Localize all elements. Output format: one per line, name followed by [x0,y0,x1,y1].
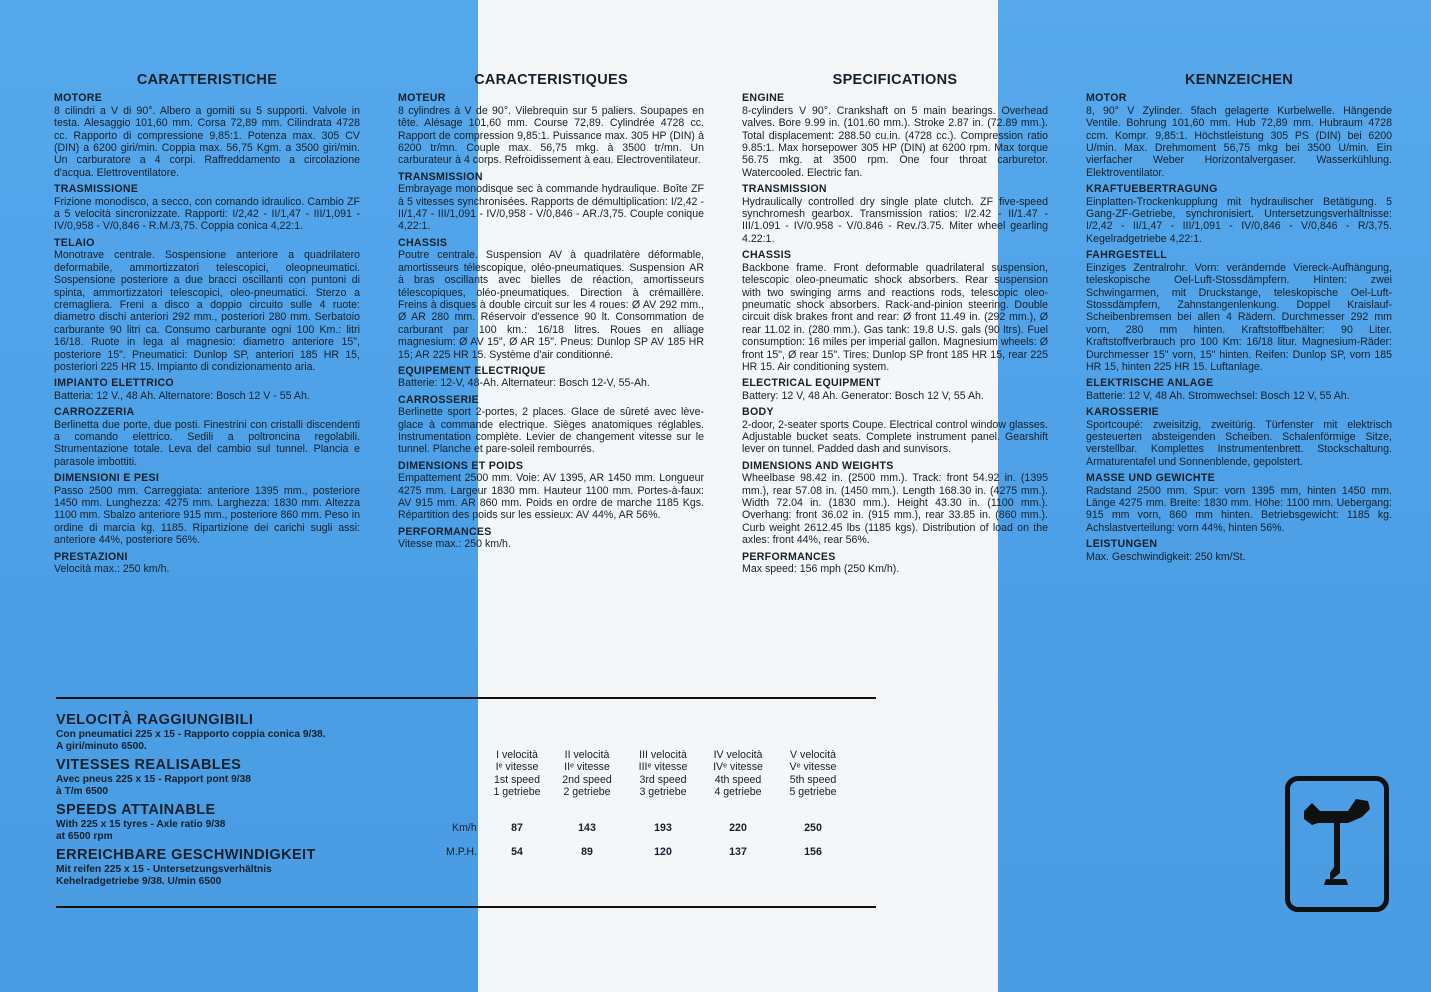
kmh-value: 250 [804,822,822,834]
spec-section [1086,249,1392,373]
spec-section [54,377,360,402]
kmh-value: 193 [654,822,672,834]
section-heading: ELEKTRISCHE ANLAGE [1086,377,1214,390]
column-title: CARACTERISTIQUES [474,72,628,88]
section-heading: MOTORE [54,92,103,105]
spec-section [398,365,704,390]
gear-header-line: 5th speed [789,773,837,786]
gear-header [701,749,775,799]
spec-section [1086,377,1392,402]
section-text: Hydraulically controlled dry single plate clutch. ZF five-speed synchromesh gearbox. Transmission ratios: I/2.42 - II/1.47 - III/1.091 - IV/0.958 - V/0.846 - Rev./3.75. Miter wheel gearling 4.22:1. [742,195,1048,245]
section-text: Max. Geschwindigkeit: 250 km/St. [1086,550,1246,563]
divider-top [56,697,876,699]
section-heading: FAHRGESTELL [1086,249,1167,262]
section-text: Batteria: 12 V., 48 Ah. Alternatore: Bosch 12 V - 55 Ah. [54,389,310,402]
section-text: Poutre centrale. Suspension AV à quadrilatère déformable, amortisseurs télescopique, oléo-pneumatiques. Suspension AR à bras oscillants avec bielles de réaction, amortisseurs télescopiques, oléo-pneumatiques. Direction à crémaillère. Freins à disques à double circuit sur les 4 roues: Ø AV 292 mm., Ø AR 280 mm. Réservoir d'essence 90 lt. Consommation de carburant par 100 km.: 16/18 litres. Roues en alliage magnesium: Ø AV 15", Ø AR 15". Pneus: Dunlop SP AV 185 HR 15; AR 225 HR 15. Système d'air conditionné. [398,249,704,361]
section-text: Battery: 12 V, 48 Ah. Generator: Bosch 12 V, 55 Ah. [742,389,984,402]
spec-section [742,183,1048,245]
section-heading: LEISTUNGEN [1086,538,1158,551]
speeds-heading: VELOCITÀ RAGGIUNGIBILI [56,712,254,728]
gear-header-line: 1st speed [494,773,540,786]
gear-header [550,749,624,799]
spec-sections [398,92,704,550]
section-text: Backbone frame. Front deformable quadrilateral suspension, telescopic oleo-pneumatic shock absorbers. Rear suspension with two swinging arms and reactions rods, telescopic oleo-pneumatic shock absorbers. Rack-and-pinion steering. Double circuit disk brakes front and rear: Ø front 11.49 in. (292 mm.), Ø rear 11.02 in. (280 mm.). Gas tank: 19.8 U.S. gals (90 ltrs). Fuel consumption: 16 miles per imperial gallon. Magnesium wheels: Ø front 15", Ø rear 15". Tires: Dunlop SP front 185 HR 15, rear 225 HR 15. Air conditioning system. [742,261,1048,373]
section-text: Radstand 2500 mm. Spur: vorn 1395 mm, hinten 1450 mm. Länge 4275 mm. Breite: 1830 mm. Höhe: 1100 mm. Uebergang: 915 mm vorn, 860 mm hinten. Betriebsgewicht: 1185 kg. Achslastverteilung: vorn 44%, hinten 56%. [1086,484,1392,534]
spec-section [54,472,360,546]
section-heading: TRANSMISSION [742,183,827,196]
spec-section [54,406,360,468]
section-heading: TRASMISSIONE [54,183,139,196]
section-text: Passo 2500 mm. Carreggiata: anteriore 1395 mm., posteriore 1450 mm. Lunghezza: 4275 mm. Larghezza: 1830 mm. Altezza 1100 mm. Sbalzo anteriore 915 mm., posteriore 860 mm. Peso in ordine di marcia kg. 1185. Ripartizione dei carichi sugli assi: anteriore 44%, posteriore 56%. [54,484,360,547]
section-heading: TRANSMISSION [398,170,483,183]
section-text: Frizione monodisco, a secco, con comando idraulico. Cambio ZF a 5 velocità sincronizzate. Rapporti: I/2,42 - II/1,47 - III/1,091 - IV/0,958 - V/0,846 - R.M./3,75. Coppia conica 4,22:1. [54,195,360,233]
spec-section [398,92,704,166]
spec-section [742,377,1048,402]
section-text: Einplatten-Trockenkupplung mit hydraulischer Betätigung. 5 Gang-ZF-Getriebe, synchronisiert. Untersetzungsverhältnisse: I/2,42 - II/1,47 - III/1,091 - IV/0,846 - V/0,846 - R/3,75. Kegelradgetriebe 4,22:1. [1086,195,1392,245]
section-text: Berlinette sport 2-portes, 2 places. Glace de sûreté avec lève-glace à commande electrique. Sièges anatomiques réglables. Instrumentation complète. Levier de changement vitesse sur le tunnel. Planche et pare-soleil rembourrés. [398,406,704,456]
section-heading: ENGINE [742,92,785,105]
spec-section [54,92,360,179]
gear-header-line: 2nd speed [562,773,612,786]
column-french [398,74,704,555]
section-heading: PERFORMANCES [742,550,836,563]
spec-section [1086,472,1392,534]
gear-header-line: 5 getriebe [789,786,837,799]
spec-section [742,460,1048,547]
section-heading: MASSE UND GEWICHTE [1086,472,1215,485]
gear-header-line: II velocità [564,749,610,761]
gear-header-line: IIIᵉ vitesse [638,761,688,774]
speeds-condition: Kehelradgetriebe 9/38. U/min 6500 [56,875,222,887]
section-heading: TELAIO [54,236,95,249]
kmh-value: 220 [729,822,747,834]
column-english [742,74,1048,579]
column-italian [54,74,360,579]
column-title: KENNZEICHEN [1184,72,1294,88]
kmh-label: Km/h [452,822,477,834]
gear-header [480,749,554,799]
speeds-condition: With 225 x 15 tyres - Axle ratio 9/38 [56,819,226,830]
spec-section [398,394,704,456]
section-text: Batterie: 12 V, 48 Ah. Stromwechsel: Bosch 12 V, 55 Ah. [1086,389,1350,402]
section-heading: PRESTAZIONI [54,550,128,563]
gear-header [776,749,850,799]
gear-header [626,749,700,799]
kmh-value: 87 [511,822,523,834]
section-text: Vitesse max.: 250 km/h. [398,538,511,551]
speeds-condition: Mit reifen 225 x 15 - Untersetzungsverhältnis [56,864,272,875]
gear-header-line: IV velocità [713,749,763,761]
section-text: 2-door, 2-seater sports Coupe. Electrical control window glasses. Adjustable bucket seats. Complete instrument panel. Gearshift lever on tunnel. Padded dash and sunvisors. [742,418,1048,456]
column-german [1086,74,1392,567]
gear-header-line: 4th speed [714,773,762,786]
section-heading: KAROSSERIE [1086,406,1160,419]
section-heading: BODY [742,406,774,419]
spec-section [54,237,360,373]
speeds-heading: SPEEDS ATTAINABLE [56,802,216,818]
gear-header-line: IVᵉ vitesse [713,761,763,774]
section-heading: EQUIPEMENT ELECTRIQUE [398,364,546,377]
mph-value: 156 [804,846,822,858]
section-text: Berlinetta due porte, due posti. Finestrini con cristalli discendenti a comando elettrico. Sedili a poltroncina regolabili. Strumentazione totale. Leva del cambio sul tunnel. Plancia e parasole imbottiti. [54,418,360,468]
section-heading: CHASSIS [742,249,792,262]
kmh-value: 143 [578,822,596,834]
spec-sections [54,92,360,575]
gear-header-line: I velocità [496,749,538,761]
spec-section [398,171,704,233]
gear-header-line: 4 getriebe [714,786,762,799]
column-title: CARATTERISTICHE [136,72,278,88]
section-text: 8 cilindri a V di 90°. Albero a gomiti su 5 supporti. Valvole in testa. Alesaggio 101,60 mm. Corsa 72,89 mm. Cilindrata 4728 cc. Rapporto di compressione 9,85:1. Potenza max. 305 CV (DIN) a 6200 giri/min. Coppia max. 56,75 Kgm. a 3500 giri/min. Un carburatore a 4 corpi. Raffreddamento a circolazione d'acqua. Elettroventilatore. [54,104,360,179]
section-text: 8-cylinders V 90°. Crankshaft on 5 main bearings. Overhead valves. Bore 9.99 in. (101.60 mm.). Stroke 2.87 in. (72.89 mm.). Total displacement: 288.50 cu.in. (4728 cc.). Compression ratio 9.85:1. Max horsepower 305 HP (DIN) at 6200 rpm. Max torque 56.75 mkg. at 3500 rpm. One four throat carburetor. Watercooled. Electric fan. [742,104,1048,179]
section-text: Velocità max.: 250 km/h. [54,563,170,576]
section-text: Monotrave centrale. Sospensione anteriore a quadrilatero deformabile, ammortizzatori telescopici, oleopneumatici. Sospensione posteriore a due bracci oscillanti con puntoni di spinta, ammortizzatori telescopici, oleo-pneumatici. Sterzo a cremagliera. Freni a disco a doppio circuito sulle 4 ruote: diametro dischi anteriori 292 mm., posteriori 280 mm. Serbatoio carburante 90 litri ca. Consumo carburante ogni 100 Km.: litri 16/18. Ruote in lega al magnesio: diametro anteriore 15", posteriore 15". Pneumatici: Dunlop SP, anteriori 185 HR 15, posteriori 225 HR 15. Impianto di condizionamento aria. [54,249,360,373]
gear-header-line: V velocità [790,749,836,761]
section-heading: ELECTRICAL EQUIPMENT [742,377,881,390]
spec-section [1086,183,1392,245]
speeds-headings [56,712,396,892]
mph-value: 137 [729,846,747,858]
spec-section [1086,92,1392,179]
section-text: Einziges Zentralrohr. Vorn: verändernde Viereck-Aufhängung, teleskopische Oel-Luft-Stossdämpfern. Hinten: zwei Schwingarmen, mit Druckstange, teleskopische Oel-Luft-Stossdämpfern, Zahnstangenlenkung. Doppel Kraislauf-Scheibenbremsen bei allen 4 Rädern. Durchmesser 292 mm vorn, 280 mm hinten. Kraftstoffbehälter: 90 Liter. Kraftstoffverbrauch pro 100 Km: 16/18 litur. Magnesium-Räder: Durchmesser 15" vorn, 15" hinten. Reifen: Dunlop SP, vorn 185 HR 15, hinten 225 HR 15. Luftanlage. [1086,261,1392,373]
section-heading: CARROSSERIE [398,393,479,406]
mph-value: 120 [654,846,672,858]
section-heading: MOTEUR [398,92,446,105]
spec-section [742,249,1048,373]
gear-header-line: Vᵉ vitesse [789,761,837,774]
speeds-condition: à T/m 6500 [56,785,109,797]
column-title: SPECIFICATIONS [832,72,958,88]
divider-bottom [56,906,876,908]
speeds-condition: at 6500 rpm [56,830,113,842]
spec-section [1086,406,1392,468]
speeds-condition: A giri/minuto 6500. [56,740,147,752]
section-heading: DIMENSIONS ET POIDS [398,459,524,472]
gear-header-line: 2 getriebe [563,786,611,799]
gear-header-line: 1 getriebe [493,786,541,799]
spec-sections [742,92,1048,575]
mph-value: 89 [581,846,593,858]
spec-section [398,526,704,551]
gear-header-line: 3rd speed [639,773,687,786]
mph-label: M.P.H. [446,846,478,858]
section-heading: CARROZZERIA [54,406,135,419]
section-text: Batterie: 12-V, 48-Ah. Alternateur: Bosch 12-V, 55-Ah. [398,377,650,390]
spec-section [1086,538,1392,563]
gear-header-line: Iᵉ vitesse [495,761,539,774]
gear-header-line: IIᵉ vitesse [564,761,610,774]
section-heading: DIMENSIONS AND WEIGHTS [742,459,894,472]
section-heading: IMPIANTO ELETTRICO [54,377,174,390]
spec-section [742,406,1048,456]
speeds-condition: Avec pneus 225 x 15 - Rapport pont 9/38 [56,774,251,785]
section-text: 8, 90° V Zylinder. 5fach gelagerte Kurbelwelle. Hängende Ventile. Bohrung 101,60 mm. Hub 72,89 mm. Hubraum 4728 ccm. Kompr. 9,85:1. Höchstleistung 305 PS (DIN) bei 6200 U/min. Max. Drehmoment 56,75 mkg bei 3500 U/min. Ein vierfacher Weber Horizontalvergaser. Wasserkühlung. Elektroventilator. [1086,104,1392,179]
section-heading: KRAFTUEBERTRAGUNG [1086,183,1218,196]
mph-value: 54 [511,846,523,858]
section-text: Empattement 2500 mm. Voie: AV 1395, AR 1450 mm. Longueur 4275 mm. Largeur 1830 mm. Hauteur 1100 mm. Portes-à-faux: AV 915 mm. AR 860 mm. Poids en ordre de marche 1185 Kgs. Répartition des poids sur les essieux: AV 44%, AR 56%. [398,472,704,522]
spec-sections [1086,92,1392,563]
section-heading: PERFORMANCES [398,525,492,538]
spec-section [54,551,360,576]
gear-header-line: III velocità [639,749,687,761]
tool-emblem-icon [1285,776,1389,912]
spec-section [398,237,704,361]
spec-section [742,92,1048,179]
spec-section [742,551,1048,576]
section-text: Embrayage monodisque sec à commande hydraulique. Boîte ZF à 5 vitesses synchronisées. Rapports de démultiplication: I/2,42 - II/1,47 - III/1,091 - IV/0,958 - V/0,846 - AR./3,75. Couple conique 4,22:1. [398,183,704,233]
section-text: 8 cylindres à V de 90°. Vilebrequin sur 5 paliers. Soupapes en tête. Alésage 101,60 mm. Course 72,89. Cylindrée 4728 cc. Rapport de compression 9,85:1. Puissance max. 305 HP (DIN) à 6200 tr/mn. Couple max. 56,75 mkg. à 3500 tr/mn. Un carburateur à 4 corps. Refroidissement à eau. Electroventilateur. [398,104,704,167]
section-heading: CHASSIS [398,236,448,249]
section-text: Sportcoupé: zweisitzig, zweitürig. Türfenster mit elektrisch gesteuerten absteigenden Scheiben. Schalenförmige Sitze, verstellbar. Komplettes Instrumentenbrett. Stockschaltung. Armaturentafel und Sonnenblende, gepolstert. [1086,418,1392,468]
speeds-condition: Con pneumatici 225 x 15 - Rapporto coppia conica 9/38. [56,729,326,740]
section-text: Wheelbase 98.42 in. (2500 mm.). Track: front 54.92 in. (1395 mm.), rear 57.08 in. (1450 mm.). Length 168.30 in. (4275 mm.). Width 72.04 in. (1830 mm.). Height 43.30 in. (1100 mm.). Overhang: front 36.02 in. (915 mm.), rear 33.85 in. (860 mm.). Curb weight 2612.45 lbs (1185 kgs). Distribution of load on the axles: front 44%, rear 56%. [742,472,1048,547]
gear-header-line: 3 getriebe [639,786,687,799]
section-heading: MOTOR [1086,92,1127,105]
spec-section [54,183,360,233]
spec-section [398,460,704,522]
speeds-heading: VITESSES REALISABLES [56,757,242,773]
speeds-heading: ERREICHBARE GESCHWINDIGKEIT [56,847,316,863]
section-heading: DIMENSIONI E PESI [54,472,160,485]
section-text: Max speed: 156 mph (250 Km/h). [742,563,900,576]
